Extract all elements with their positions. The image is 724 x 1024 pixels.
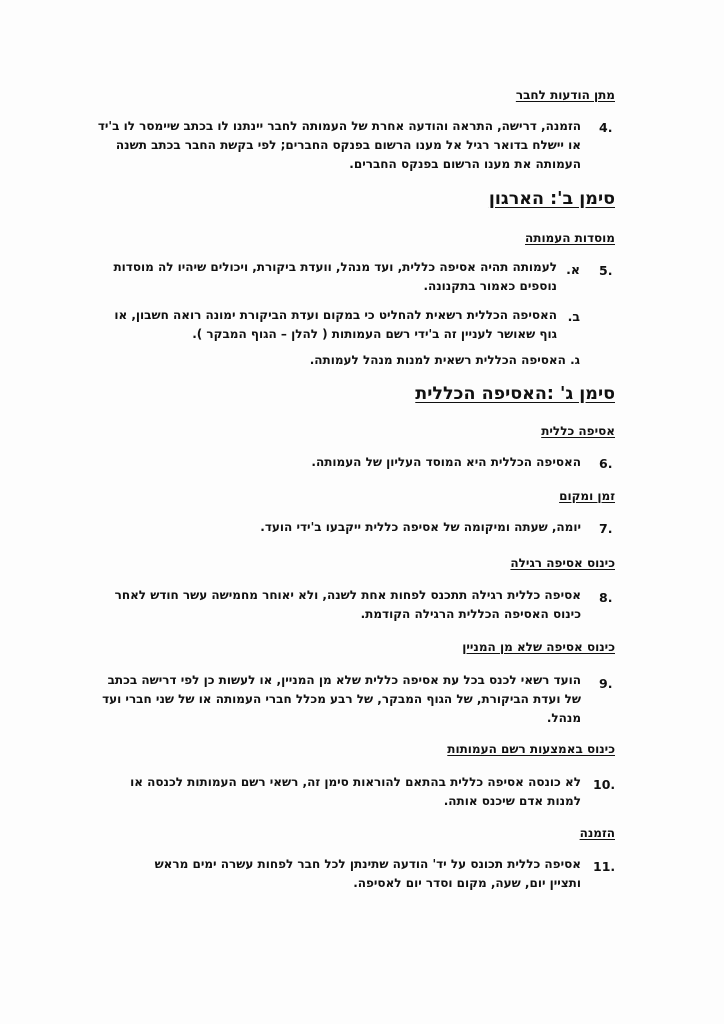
item-7-line-1: יומה, שעתה ומיקומה של אסיפה כללית ייקבעו ב'ידי הועד.	[260, 520, 581, 534]
item-8-line-2: כינוס האסיפה הכללית הרגילה הקודמת.	[360, 607, 581, 621]
item-number-7: 7.	[599, 521, 613, 536]
section-heading-special-assembly: כינוס אסיפה שלא מן המניין	[462, 640, 615, 654]
item-11-line-1: אסיפה כללית תכונס על יד' הודעה שתינתן לכל חבר לפחות עשרה ימים מראש	[154, 857, 581, 871]
chapter-title-organization: סימן ב': הארגון	[488, 189, 615, 209]
item-10-line-2: למנות אדם שיכנס אותה.	[443, 794, 581, 808]
item-9-line-1: הועד רשאי לכנס בכל עת אסיפה כללית שלא מן המניין, או לעשות כן לפי דרישה בכתב	[107, 673, 581, 687]
item-4-line-2: או יישלח בדואר רגיל אל מענו הרשום בפנקס החברים; לפי בקשת החבר בכתב תשנה	[115, 138, 581, 152]
item-5-letter-b: ב.	[567, 309, 580, 324]
item-4-line-1: הזמנה, דרישה, התראה והודעה אחרת של העמותה לחבר יינתנו לו בכתב שיימסר לו ב'יד	[97, 119, 581, 133]
item-5b-line-2: גוף שאושר לעניין זה ב'ידי רשם העמותות ( להלן – הגוף המבקר ).	[192, 327, 557, 341]
item-5c-line: ג. האסיפה הכללית רשאית למנות מנהל לעמותה.	[309, 353, 580, 367]
item-5-letter-a: א.	[566, 262, 580, 277]
section-heading-institutions: מוסדות העמותה	[525, 231, 615, 245]
section-heading-registrar: כינוס באמצעות רשם העמותות	[447, 742, 615, 756]
section-heading-general-assembly: אסיפה כללית	[541, 424, 615, 438]
item-10-line-1: לא כונסה אסיפה כללית בהתאם להוראות סימן זה, רשאי רשם העמותות לכנסה או	[130, 775, 581, 789]
item-number-4: 4.	[599, 120, 613, 135]
item-number-10: 10.	[593, 777, 616, 792]
section-heading-invitation: הזמנה	[579, 826, 615, 840]
item-6-line-1: האסיפה הכללית היא המוסד העליון של העמותה.	[311, 455, 581, 469]
chapter-title-general-assembly: סימן ג' :האסיפה הכללית	[415, 384, 615, 404]
item-number-8: 8.	[599, 590, 613, 605]
item-9-line-3: מנהל.	[546, 711, 581, 725]
item-number-9: 9.	[599, 676, 613, 691]
section-heading-time-place: זמן ומקום	[559, 489, 615, 503]
item-4-line-3: העמותה את מענו הרשום בפנקס החברים.	[349, 157, 581, 171]
section-heading-notices: מתן הודעות לחבר	[515, 88, 615, 102]
item-5a-line-1: לעמותה תהיה אסיפה כללית, ועד מנהל, וועדת ביקורת, ויכולים שיהיו לה מוסדות	[113, 260, 557, 274]
item-number-5: 5.	[599, 263, 613, 278]
item-9-line-2: של ועדת הביקורת, של הגוף המבקר, של רבע מכלל חברי העמותה או של שני חברי ועד	[102, 692, 581, 706]
item-5a-line-2: נוספים כאמור בתקנונה.	[423, 279, 557, 293]
section-heading-regular-assembly: כינוס אסיפה רגילה	[510, 556, 615, 570]
item-number-11: 11.	[593, 859, 616, 874]
item-11-line-2: ותציין יום, שעה, מקום וסדר יום לאסיפה.	[353, 876, 581, 890]
item-8-line-1: אסיפה כללית רגילה תתכנס לפחות אחת לשנה, ולא יאוחר מחמישה עשר חודש לאחר	[114, 588, 581, 602]
item-5b-line-1: האסיפה הכללית רשאית להחליט כי במקום ועדת הביקורת ימונה רואה חשבון, או	[114, 308, 557, 322]
item-number-6: 6.	[599, 456, 613, 471]
